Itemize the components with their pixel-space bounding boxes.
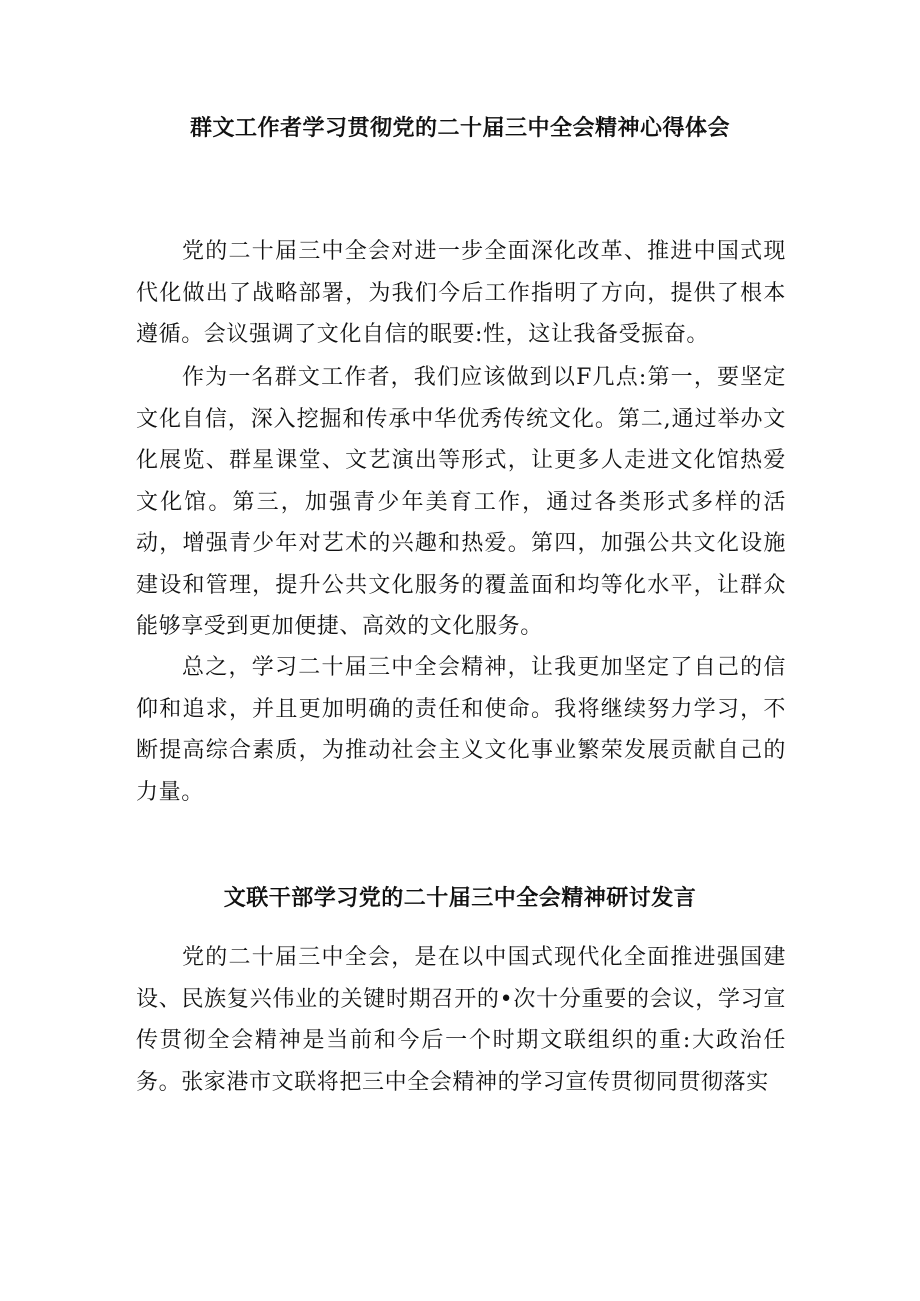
article-1-paragraph-1: 党的二十届三中全会对进一步全面深化改革、推进中国式现代化做出了战略部署，为我们今后工作指明了方向，提供了根本遵循。会议强调了文化自信的眠要:性，这让我备受振奋。 [136, 239, 786, 347]
article-title-1: 群文工作者学习贯彻党的二十届三中全会精神心得体会 [189, 116, 730, 141]
article-1-paragraph-3: 总之，学习二十届三中全会精神，让我更加坚定了自己的信仰和追求，并且更加明确的责任和使命。我将继续努力学习，不断提高综合素质，为推动社会主义文化事业繁荣发展贡献自己的力量。 [136, 655, 786, 805]
article-2-paragraph-1: 党的二十届三中全会，是在以中国式现代化全面推进强国建设、民族复兴伟业的关键时期召开的•次十分重要的会议，学习宣传贯彻全会精神是当前和今后一个时期文联组织的重:大政治任务。张家港市文联将把三中全会精神的学习宣传贯彻同贯彻落实 [136, 945, 786, 1095]
article-1-paragraph-2: 作为一名群文工作者，我们应该做到以F几点:第一，要坚定文化自信，深入挖掘和传承中华优秀传统文化。第二,通过举办文化展览、群星课堂、文艺演出等形式，让更多人走进文化馆热爱文化馆。第三，加强青少年美育工作，通过各类形式多样的活动，增强青少年对艺术的兴趣和热爱。第四，加强公共文化设施建设和管理，提升公共文化服务的覆盖面和均等化水平，让群众能够享受到更加便捷、高效的文化服务。 [136, 365, 786, 639]
article-title-2: 文联干部学习党的二十届三中全会精神研讨发言 [223, 886, 697, 911]
